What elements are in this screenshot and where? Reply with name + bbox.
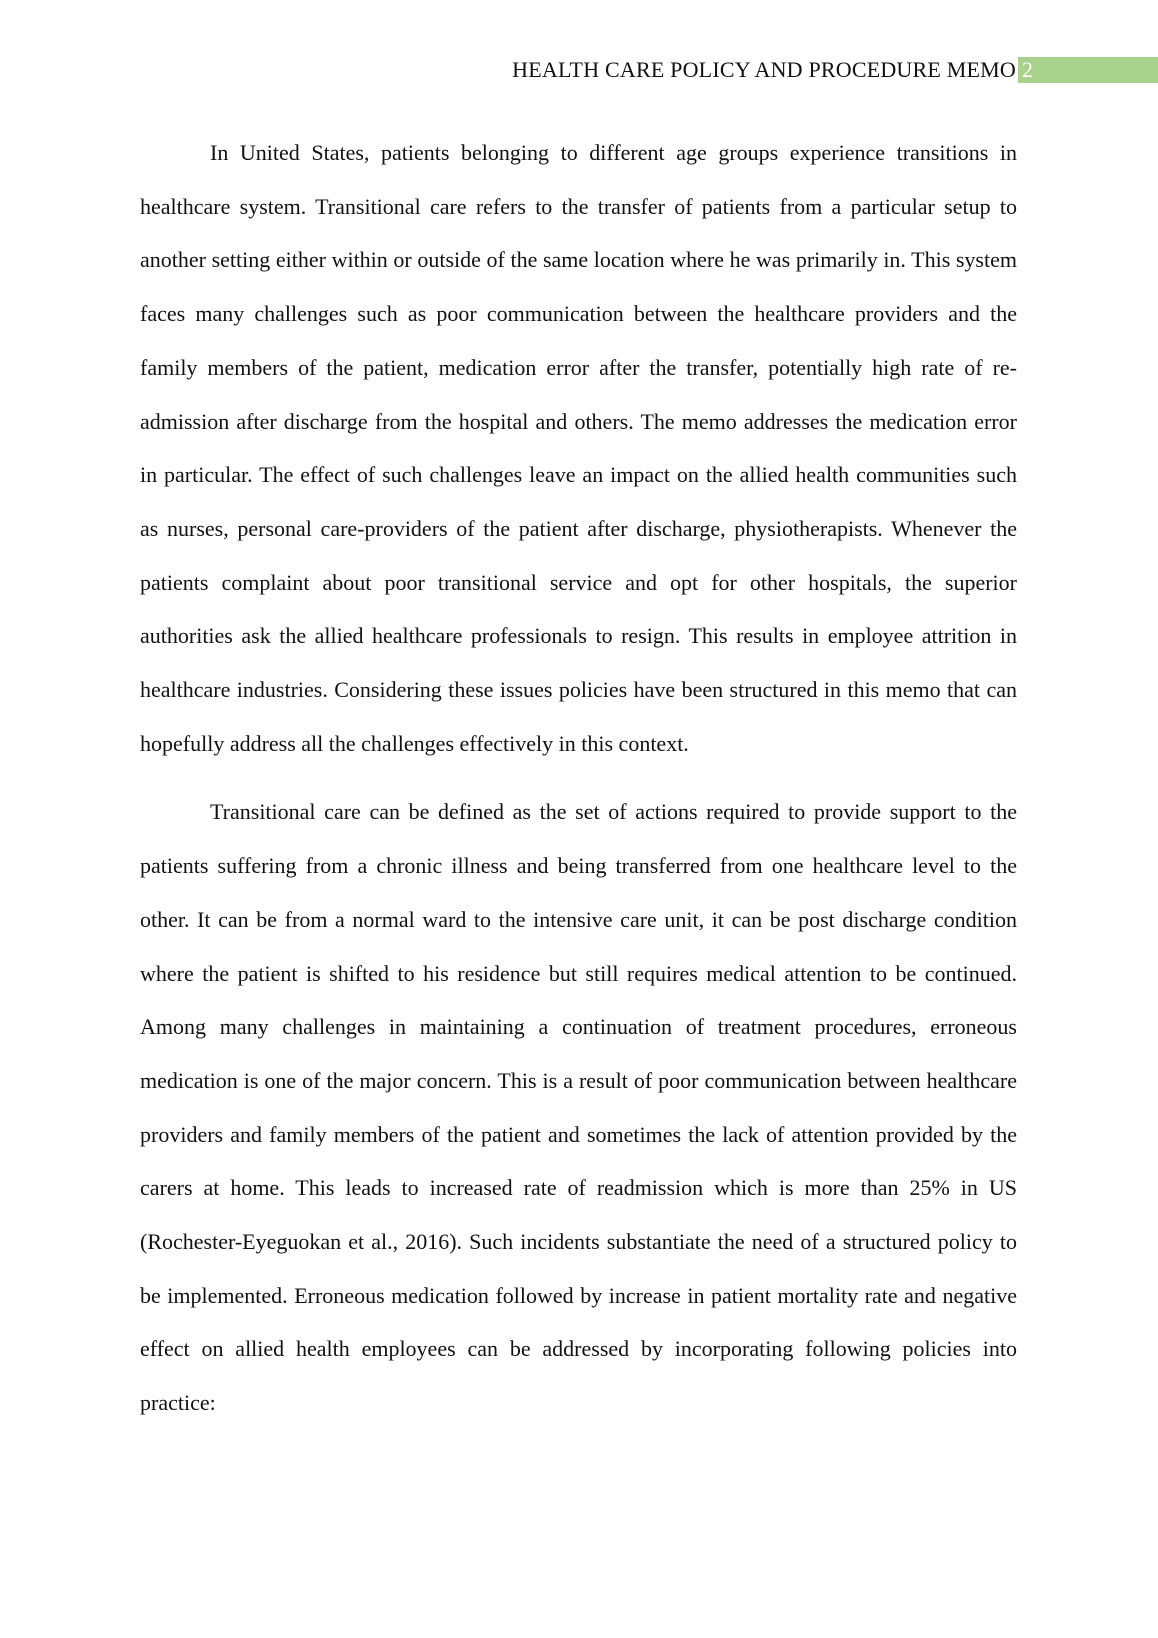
page-number: 2	[1022, 57, 1033, 82]
page-number-box	[1018, 57, 1158, 83]
page-header	[0, 55, 1158, 85]
paragraph-introduction: In United States, patients belonging to different age groups experience transitions in healthcare system. Transitional care refers to the transfer of patients from a particular setup to another setting either within or outside of the same location where he was primarily in. This system faces many challenges such as poor communication between the healthcare providers and the family members of the patient, medication error after the transfer, potentially high rate of re-admission after discharge from the hospital and others. The memo addresses the medication error in particular. The effect of such challenges leave an impact on the allied health communities such as nurses, personal care-providers of the patient after discharge, physiotherapists. Whenever the patients complaint about poor transitional service and opt for other hospitals, the superior authorities ask the allied healthcare professionals to resign. This results in employee attrition in healthcare industries. Considering these issues policies have been structured in this memo that can hopefully address all the challenges effectively in this context.	[140, 140, 1017, 756]
header-title: HEALTH CARE POLICY AND PROCEDURE MEMO	[512, 57, 1016, 82]
paragraph-transitional-care-definition: Transitional care can be defined as the set of actions required to provide support to the patients suffering from a chronic illness and being transferred from one healthcare level to the other. It can be from a normal ward to the intensive care unit, it can be post discharge condition where the patient is shifted to his residence but still requires medical attention to be continued. Among many challenges in maintaining a continuation of treatment procedures, erroneous medication is one of the major concern. This is a result of poor communication between healthcare providers and family members of the patient and sometimes the lack of attention provided by the carers at home. This leads to increased rate of readmission which is more than 25% in US (Rochester-Eyeguokan et al., 2016). Such incidents substantiate the need of a structured policy to be implemented. Erroneous medication followed by increase in patient mortality rate and negative effect on allied health employees can be addressed by incorporating following policies into practice:	[140, 799, 1017, 1416]
memo-body	[140, 126, 1017, 1430]
